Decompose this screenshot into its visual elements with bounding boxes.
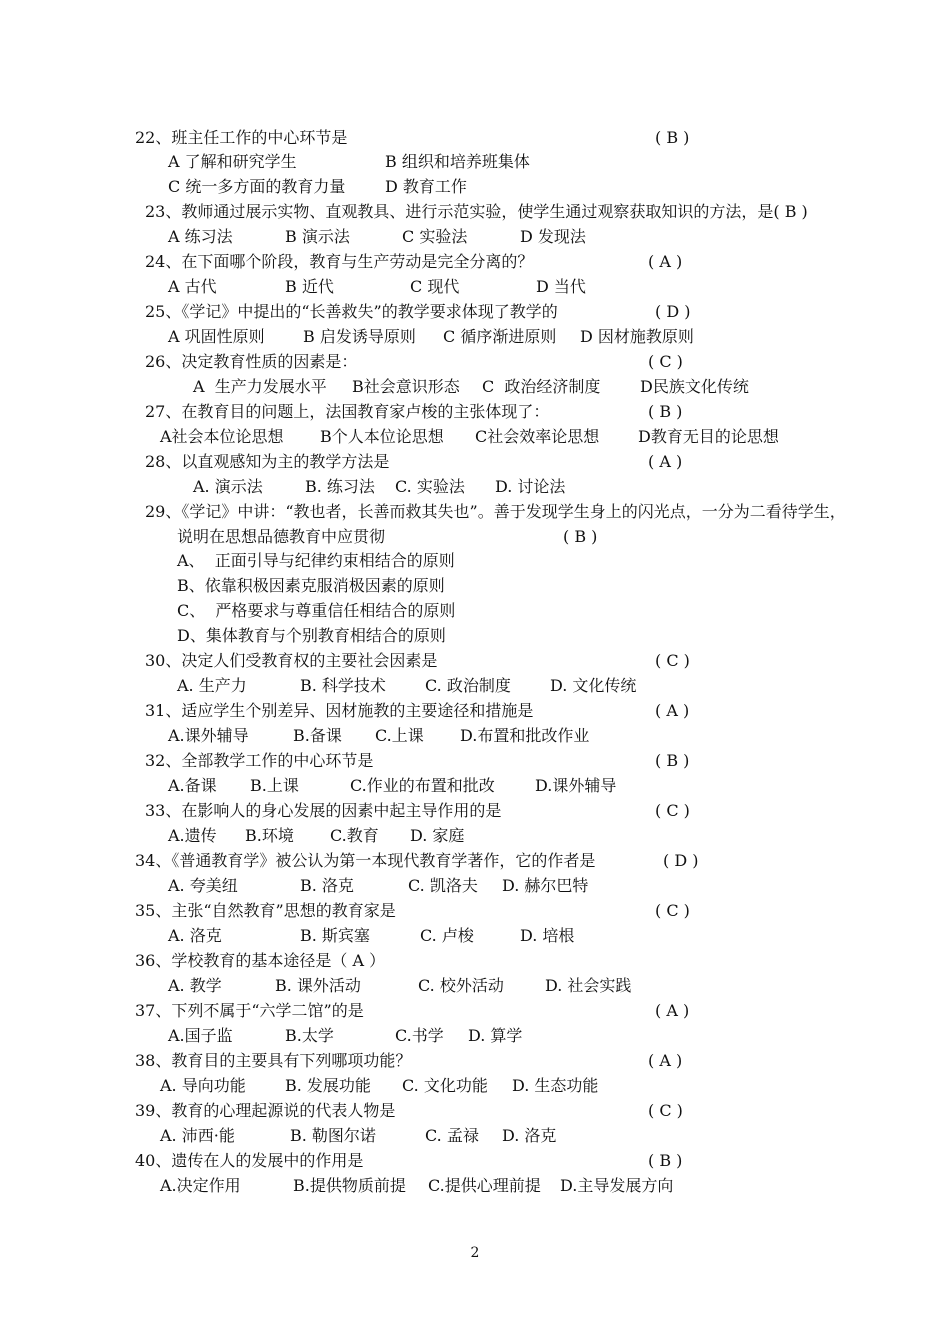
- text-line: D. 文化传统: [550, 676, 637, 695]
- text-line: B. 勒图尔诺: [290, 1126, 376, 1145]
- text-line: D. 洛克: [502, 1126, 557, 1145]
- text-line: C. 政治制度: [425, 676, 511, 695]
- text-line: 38、教育目的主要具有下列哪项功能？: [135, 1051, 412, 1070]
- text-line: ( B ): [563, 527, 598, 546]
- text-line: 34、《普通教育学》被公认为第一本现代教育学著作，它的作者是: [135, 851, 596, 870]
- text-line: A.国子监: [168, 1026, 233, 1045]
- text-line: B 演示法: [285, 227, 350, 246]
- text-line: D、集体教育与个别教育相结合的原则: [177, 626, 446, 645]
- text-line: A.课外辅导: [168, 726, 249, 745]
- text-line: ( A ): [648, 1051, 683, 1070]
- text-line: B. 发展功能: [285, 1076, 371, 1095]
- text-line: B.太学: [285, 1026, 334, 1045]
- text-line: B个人本位论思想: [320, 427, 444, 446]
- text-line: D 发现法: [520, 227, 586, 246]
- text-line: A 了解和研究学生: [168, 152, 297, 171]
- text-line: ( A ): [655, 701, 690, 720]
- text-line: C. 凯洛夫: [408, 876, 478, 895]
- text-line: D. 培根: [520, 926, 575, 945]
- text-line: ( C ): [648, 352, 683, 371]
- text-line: B.提供物质前提: [293, 1176, 406, 1195]
- text-line: D. 算学: [468, 1026, 523, 1045]
- text-line: ( C ): [655, 801, 690, 820]
- text-line: A. 演示法: [193, 477, 263, 496]
- text-line: ( C ): [655, 901, 690, 920]
- text-line: 30、决定人们受教育权的主要社会因素是: [145, 651, 438, 670]
- text-line: ( A ): [648, 452, 683, 471]
- text-line: 25、《学记》中提出的“长善救失”的教学要求体现了教学的: [145, 302, 558, 321]
- text-line: ( D ): [655, 302, 691, 321]
- text-line: ( D ): [663, 851, 699, 870]
- text-line: C社会效率论思想: [475, 427, 600, 446]
- text-line: D. 社会实践: [545, 976, 632, 995]
- text-line: C、 严格要求与尊重信任相结合的原则: [177, 601, 456, 620]
- text-line: B. 科学技术: [300, 676, 386, 695]
- text-line: ( C ): [648, 1101, 683, 1120]
- text-line: D 因材施教原则: [580, 327, 694, 346]
- text-line: ( B ): [655, 751, 690, 770]
- text-line: C. 校外活动: [418, 976, 504, 995]
- text-line: 26、决定教育性质的因素是：: [145, 352, 358, 371]
- text-line: A. 洛克: [168, 926, 222, 945]
- text-line: C. 卢梭: [420, 926, 474, 945]
- text-line: C 循序渐进原则: [443, 327, 557, 346]
- text-line: 28、以直观感知为主的教学方法是: [145, 452, 390, 471]
- text-line: B. 练习法: [305, 477, 375, 496]
- text-line: D. 家庭: [410, 826, 465, 845]
- text-line: D.主导发展方向: [560, 1176, 674, 1195]
- text-line: A. 夸美纽: [168, 876, 238, 895]
- text-line: D.布置和批改作业: [460, 726, 590, 745]
- text-line: C. 实验法: [395, 477, 465, 496]
- text-line: 22、班主任工作的中心环节是: [135, 128, 348, 147]
- text-line: B 启发诱导原则: [303, 327, 416, 346]
- text-line: B.环境: [245, 826, 294, 845]
- text-line: C.教育: [330, 826, 379, 845]
- text-line: C.提供心理前提: [428, 1176, 541, 1195]
- text-line: 24、在下面哪个阶段，教育与生产劳动是完全分离的？: [145, 252, 534, 271]
- text-line: A、 正面引导与纪律约束相结合的原则: [177, 551, 455, 570]
- text-line: ( B ): [648, 402, 683, 421]
- text-line: 37、下列不属于“六学二馆”的是: [135, 1001, 364, 1020]
- text-line: 说明在思想品德教育中应贯彻: [177, 527, 386, 546]
- text-line: A社会本位论思想: [160, 427, 284, 446]
- text-line: B社会意识形态: [352, 377, 460, 396]
- text-line: A. 生产力: [177, 676, 247, 695]
- text-line: B. 课外活动: [275, 976, 361, 995]
- text-line: D. 讨论法: [495, 477, 566, 496]
- text-line: D. 赫尔巴特: [502, 876, 589, 895]
- text-line: B 近代: [285, 277, 334, 296]
- text-line: C. 文化功能: [402, 1076, 488, 1095]
- text-line: A.决定作用: [160, 1176, 241, 1195]
- text-line: ( A ): [655, 1001, 690, 1020]
- text-line: B.上课: [250, 776, 299, 795]
- text-line: D 当代: [536, 277, 586, 296]
- text-line: D. 生态功能: [512, 1076, 599, 1095]
- text-line: 27、在教育目的问题上，法国教育家卢梭的主张体现了：: [145, 402, 550, 421]
- text-line: A. 沛西·能: [160, 1126, 235, 1145]
- text-line: C.上课: [375, 726, 424, 745]
- text-line: A 巩固性原则: [168, 327, 265, 346]
- text-line: ( A ): [648, 252, 683, 271]
- text-line: 40、遗传在人的发展中的作用是: [135, 1151, 364, 1170]
- text-line: A. 导向功能: [160, 1076, 246, 1095]
- text-line: A 古代: [168, 277, 217, 296]
- text-line: C 实验法: [402, 227, 468, 246]
- text-line: D.课外辅导: [535, 776, 617, 795]
- text-line: 35、主张“自然教育”思想的教育家是: [135, 901, 396, 920]
- text-line: A 练习法: [168, 227, 233, 246]
- text-line: C. 孟禄: [425, 1126, 479, 1145]
- text-line: C 统一多方面的教育力量: [168, 177, 346, 196]
- text-line: ( C ): [655, 651, 690, 670]
- text-line: 36、学校教育的基本途径是（ A ）: [135, 951, 386, 970]
- text-line: 29、《学记》中讲：“教也者，长善而救其失也”。善于发现学生身上的闪光点，一分为二看待学生，: [145, 502, 846, 521]
- text-line: 33、在影响人的身心发展的因素中起主导作用的是: [145, 801, 502, 820]
- text-line: B、依靠积极因素克服消极因素的原则: [177, 576, 445, 595]
- text-line: C 政治经济制度: [482, 377, 601, 396]
- page-number: 2: [470, 1245, 480, 1261]
- text-line: D民族文化传统: [640, 377, 749, 396]
- text-line: A.遗传: [168, 826, 217, 845]
- text-line: A.备课: [168, 776, 217, 795]
- text-line: A. 教学: [168, 976, 222, 995]
- text-line: C.作业的布置和批改: [350, 776, 495, 795]
- text-line: C.书学: [395, 1026, 444, 1045]
- text-line: B. 洛克: [300, 876, 354, 895]
- text-line: 23、教师通过展示实物、直观教具、进行示范实验，使学生通过观察获取知识的方法，是( B ): [145, 202, 808, 221]
- text-line: 39、教育的心理起源说的代表人物是: [135, 1101, 396, 1120]
- text-line: ( B ): [648, 1151, 683, 1170]
- text-line: D教育无目的论思想: [638, 427, 779, 446]
- text-line: A 生产力发展水平: [193, 377, 327, 396]
- text-line: B. 斯宾塞: [300, 926, 370, 945]
- text-line: C 现代: [410, 277, 460, 296]
- text-line: 32、全部教学工作的中心环节是: [145, 751, 374, 770]
- text-line: 31、适应学生个别差异、因材施教的主要途径和措施是: [145, 701, 534, 720]
- text-line: ( B ): [655, 128, 690, 147]
- text-line: B 组织和培养班集体: [385, 152, 530, 171]
- text-line: B.备课: [293, 726, 342, 745]
- text-line: D 教育工作: [385, 177, 467, 196]
